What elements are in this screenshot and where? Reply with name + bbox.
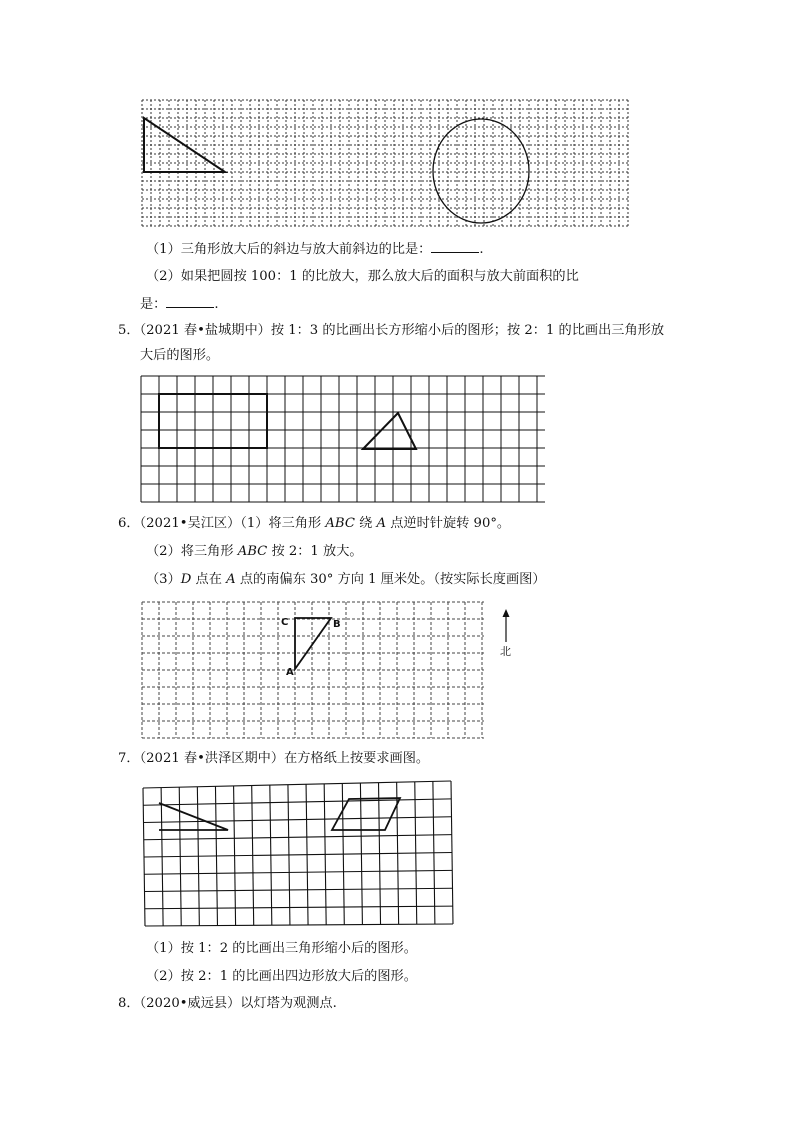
q6-sub3: （3）D 点在 A 点的南偏东 30° 方向 1 厘米处。（按实际长度画图） bbox=[146, 572, 546, 587]
grid-figure-triangle-abc bbox=[140, 598, 490, 740]
q6-sub2: （2）将三角形 ABC 按 2：1 放大。 bbox=[146, 544, 363, 559]
q7-line1: 7．（2021 春•洪泽区期中）在方格纸上按要求画图。 bbox=[118, 751, 430, 766]
answer-blank[interactable] bbox=[431, 240, 479, 253]
q7-sub2: （2）按 2：1 的比画出四边形放大后的图形。 bbox=[146, 969, 417, 984]
grid-line bbox=[143, 799, 451, 805]
triangle-abc-shape bbox=[295, 618, 331, 669]
grid-figure-triangle-parallelogram bbox=[140, 778, 456, 930]
grid-figure-triangle-circle bbox=[140, 98, 630, 228]
triangle-shape bbox=[144, 118, 225, 172]
q5-line1: 5．（2021 春•盐城期中）按 1：3 的比画出长方形缩小后的图形；按 2：1 的比画出三角形放 bbox=[118, 323, 665, 338]
grid-line bbox=[143, 781, 451, 788]
grid-line bbox=[145, 924, 453, 926]
q8-line1: 8．（2020•威远县）以灯塔为观测点. bbox=[118, 996, 337, 1011]
circle-shape bbox=[433, 119, 529, 223]
grid-line bbox=[144, 817, 452, 823]
grid-line bbox=[144, 835, 452, 840]
q4-sub1: （1）三角形放大后的斜边与放大前斜边的比是： . bbox=[146, 242, 484, 257]
grid-line bbox=[144, 870, 452, 874]
grid-figure-rectangle-triangle bbox=[140, 373, 548, 505]
q5-line2: 大后的图形。 bbox=[140, 348, 220, 363]
q6-line1: 6．（2021•吴江区）（1）将三角形 ABC 绕 A 点逆时针旋转 90°。 bbox=[118, 516, 511, 531]
grid-line bbox=[145, 906, 453, 909]
triangle-shape bbox=[159, 803, 228, 830]
q4-sub2-line1: （2）如果把圆按 100：1 的比放大，那么放大后的面积与放大前面积的比 bbox=[146, 269, 579, 284]
north-label: 北 bbox=[500, 645, 511, 658]
grid-line bbox=[145, 888, 453, 891]
triangle-shape bbox=[363, 413, 416, 449]
north-arrow-icon bbox=[496, 608, 516, 658]
grid-line bbox=[144, 853, 452, 858]
q7-sub1: （1）按 1：2 的比画出三角形缩小后的图形。 bbox=[146, 941, 417, 956]
q4-sub2-line2: 是： . bbox=[140, 297, 219, 312]
label-b: B bbox=[333, 619, 341, 630]
label-a: A bbox=[286, 667, 294, 678]
label-c: C bbox=[281, 617, 289, 628]
answer-blank[interactable] bbox=[166, 295, 214, 308]
